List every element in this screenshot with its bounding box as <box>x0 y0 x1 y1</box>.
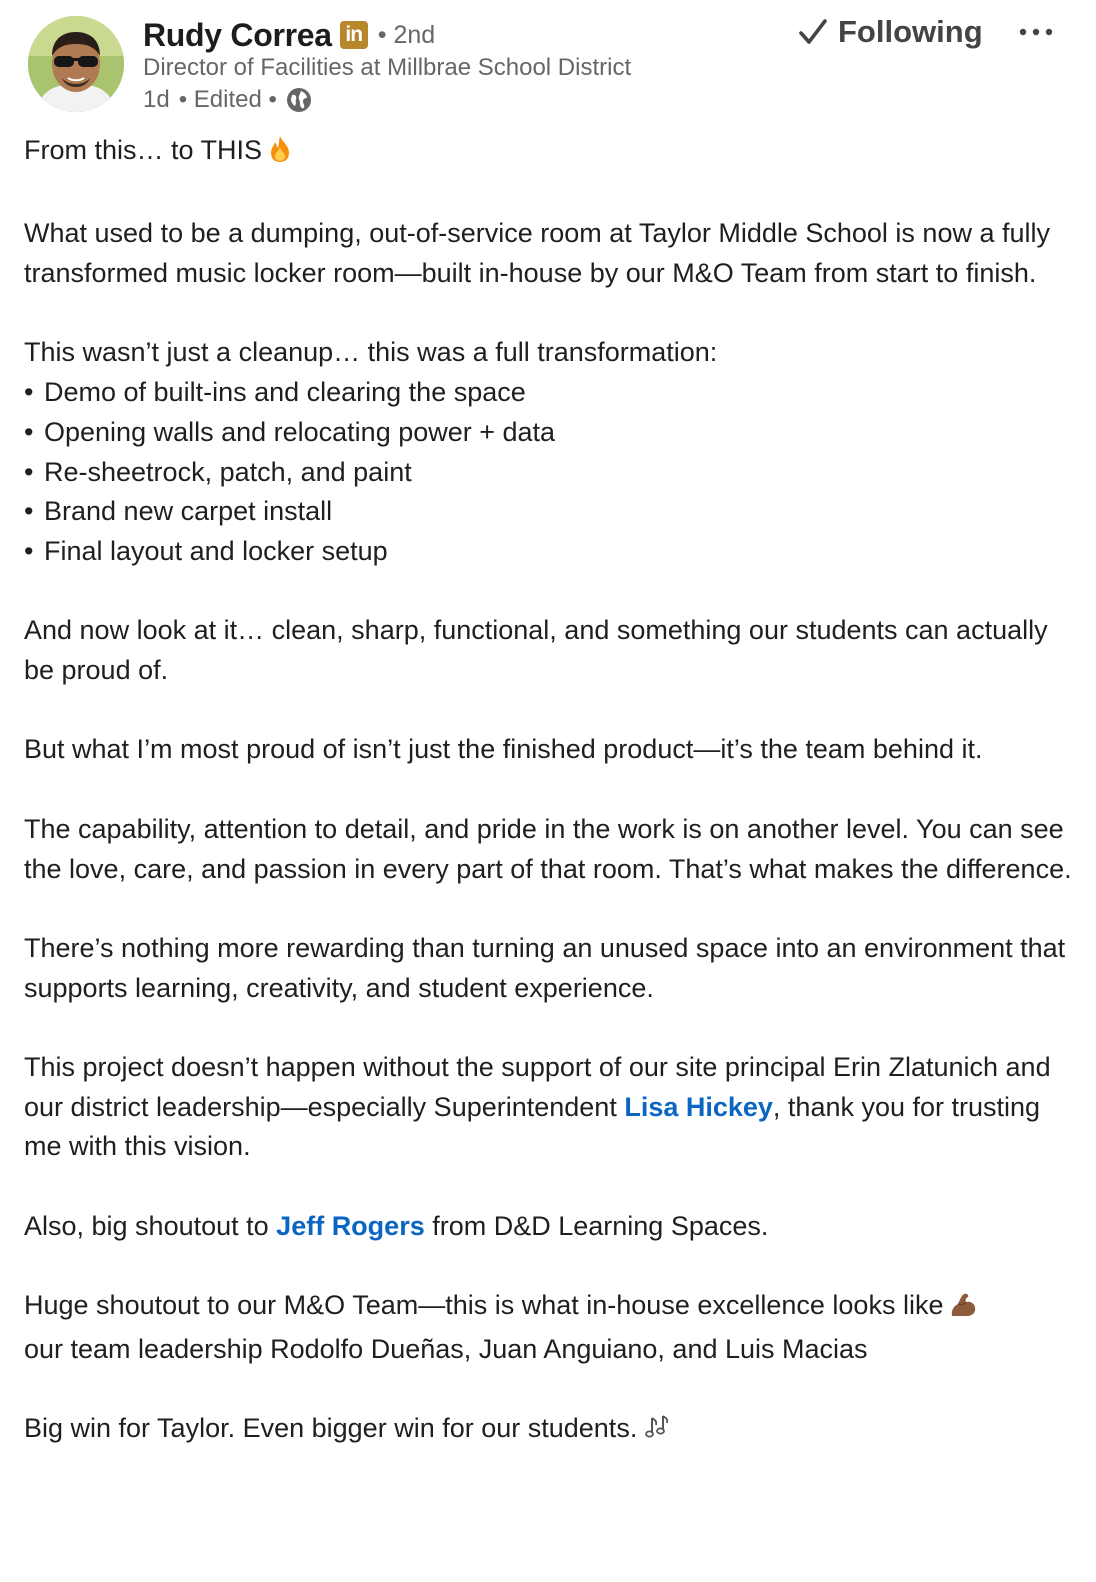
transformation-list <box>24 373 1074 572</box>
avatar[interactable] <box>28 16 124 112</box>
list-item: • Demo of built-ins and clearing the space <box>24 377 526 408</box>
ellipsis-icon <box>1012 40 1060 55</box>
fire-emoji-icon <box>268 135 292 175</box>
list-intro: This wasn’t just a cleanup… this was a full transformation: <box>24 337 718 368</box>
post-time: 1d <box>143 86 170 113</box>
list-item: • Opening walls and relocating power + data <box>24 416 556 447</box>
linkedin-premium-badge-icon: in <box>340 21 368 49</box>
post-paragraph-8: Huge shoutout to our M&O Team—this is what in-house excellence looks like our team leadership Rodolfo Dueñas, Juan Anguiano, and Luis Macias <box>24 1286 1074 1369</box>
author-headline: Director of Facilities at Millbrae School District <box>143 54 632 81</box>
following-label: Following <box>838 14 983 49</box>
flexed-biceps-emoji-icon <box>949 1290 977 1330</box>
author-name-row <box>143 14 435 56</box>
post-header <box>0 0 1096 130</box>
post-paragraph-3: But what I’m most proud of isn’t just the finished product—it’s the team behind it. <box>24 734 983 765</box>
musical-notes-emoji-icon <box>643 1413 671 1453</box>
connection-degree: • 2nd <box>377 20 436 49</box>
post-body <box>24 131 1074 1493</box>
check-icon <box>798 17 828 47</box>
list-item: • Re-sheetrock, patch, and paint <box>24 456 412 487</box>
edited-label: • Edited • <box>178 86 277 113</box>
mention-lisa-hickey[interactable]: Lisa Hickey <box>624 1091 773 1122</box>
author-name[interactable]: Rudy Correa <box>143 16 332 53</box>
more-options-button[interactable] <box>1012 12 1060 52</box>
post-meta <box>143 84 313 116</box>
post-paragraph-5: There’s nothing more rewarding than turning an unused space into an environment that supports learning, creativity, and student experience. <box>24 932 1066 1003</box>
list-item: • Final layout and locker setup <box>24 536 388 566</box>
post-intro-text: From this… to THIS <box>24 135 263 165</box>
post-paragraph-4: The capability, attention to detail, and pride in the work is on another level. You can see the love, care, and passion in every part of that room. That’s what makes the difference. <box>24 813 1072 884</box>
post-paragraph-6: This project doesn’t happen without the support of our site principal Erin Zlatunich and our district leadership—especially Superintendent Lisa Hickey, thank you for trusting me with this vision. <box>24 1052 1051 1162</box>
following-button[interactable] <box>792 10 989 54</box>
post-paragraph-2: And now look at it… clean, sharp, functional, and something our students can actually be proud of. <box>24 615 1048 686</box>
mention-jeff-rogers[interactable]: Jeff Rogers <box>276 1210 425 1241</box>
post-intro <box>24 131 1074 175</box>
post-paragraph-9: Big win for Taylor. Even bigger win for our students. <box>24 1409 1074 1453</box>
post-paragraph-1: What used to be a dumping, out-of-service room at Taylor Middle School is now a fully transformed music locker room—built in-house by our M&O Team from start to finish. <box>24 218 1050 289</box>
avatar-photo <box>28 16 124 112</box>
post-paragraph-7: Also, big shoutout to Jeff Rogers from D&D Learning Spaces. <box>24 1210 769 1241</box>
globe-icon <box>285 86 313 114</box>
list-item: • Brand new carpet install <box>24 496 333 527</box>
